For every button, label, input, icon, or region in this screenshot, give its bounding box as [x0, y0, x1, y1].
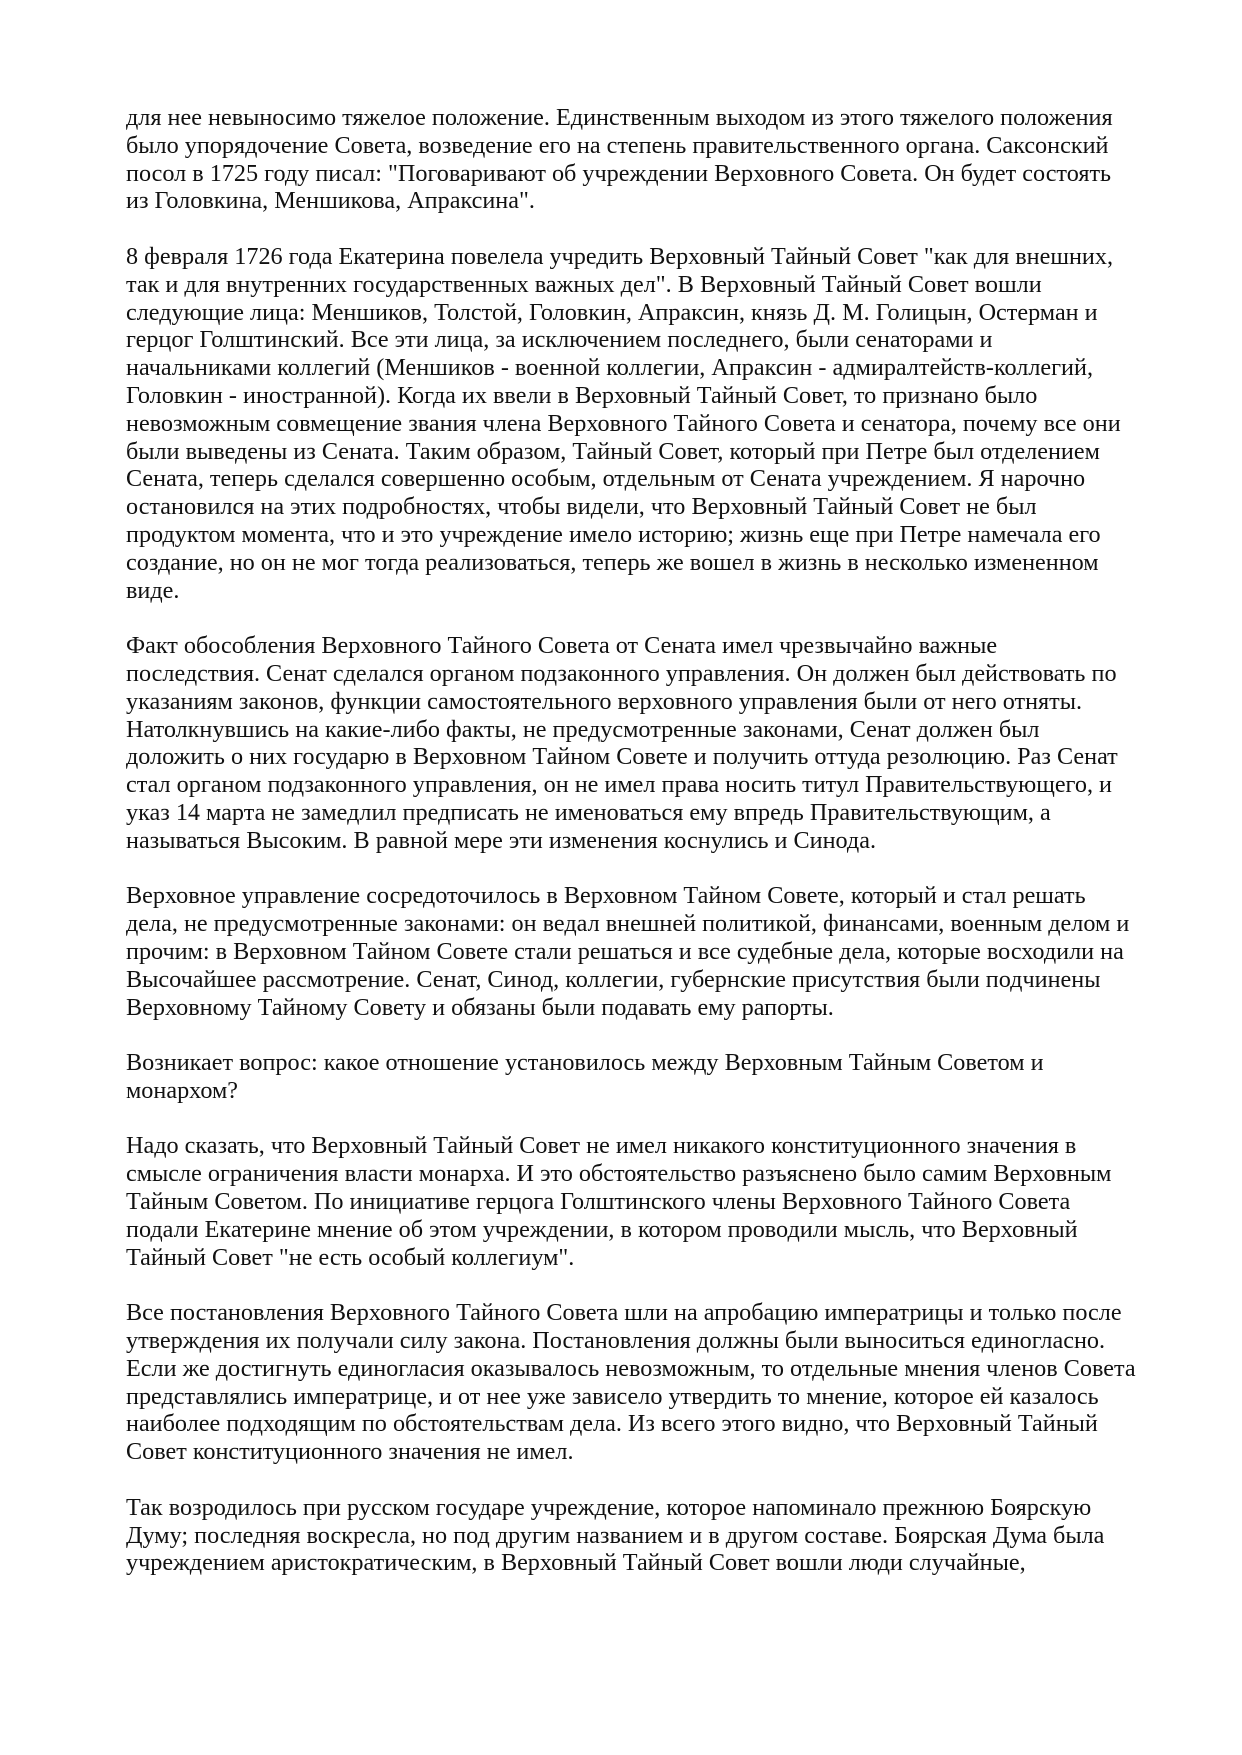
document-body — [126, 104, 1136, 1577]
paragraph-6: Надо сказать, что Верховный Тайный Совет не имел никакого конституционного значения в смысле ограничения власти монарха. И это обстоятельство разъяснено было самим Верховным Тайным Советом. По инициативе герцога Голштинского члены Верховного Тайного Совета подали Екатерине мнение об этом учреждении, в котором проводили мысль, что Верховный Тайный Совет "не есть особый коллегиум". — [126, 1132, 1112, 1271]
paragraph-5: Возникает вопрос: какое отношение установилось между Верховным Тайным Советом и монархом? — [126, 1049, 1044, 1104]
paragraph-4: Верховное управление сосредоточилось в Верховном Тайном Совете, который и стал решать дела, не предусмотренные законами: он ведал внешней политикой, финансами, военным делом и прочим: в Верховном Тайном Совете стали решаться и все судебные дела, которые восходили на Высочайшее рассмотрение. Сенат, Синод, коллегии, губернские присутствия были подчинены Верховному Тайному Совету и обязаны были подавать ему рапорты. — [126, 882, 1130, 1021]
paragraph-1: для нее невыносимо тяжелое положение. Единственным выходом из этого тяжелого положения было упорядочение Совета, возведение его на степень правительственного органа. Саксонский посол в 1725 году писал: "Поговаривают об учреждении Верховного Совета. Он будет состоять из Головкина, Меншикова, Апраксина". — [126, 104, 1113, 215]
paragraph-8: Так возродилось при русском государе учреждение, которое напоминало прежнюю Боярскую Думу; последняя воскресла, но под другим названием и в другом составе. Боярская Дума была учреждением аристократическим, в Верховный Тайный Совет вошли люди случайные, — [126, 1493, 1105, 1577]
paragraph-2: 8 февраля 1726 года Екатерина повелела учредить Верховный Тайный Совет "как для внешних, так и для внутренних государственных важных дел". В Верховный Тайный Совет вошли следующие лица: Меншиков, Толстой, Головкин, Апраксин, князь Д. М. Голицын, Остерман и герцог Голштинский. Все эти лица, за исключением последнего, были сенаторами и начальниками коллегий (Меншиков - военной коллегии, Апраксин - адмиралтейств-коллегий, Головкин - иностранной). Когда их ввели в Верховный Тайный Совет, то признано было невозможным совмещение звания члена Верховного Тайного Совета и сенатора, почему все они были выведены из Сената. Таким образом, Тайный Совет, который при Петре был отделением Сената, теперь сделался совершенно особым, отдельным от Сената учреждением. Я нарочно остановился на этих подробностях, чтобы видели, что Верховный Тайный Совет не был продуктом момента, что и это учреждение имело историю; жизнь еще при Петре намечала его создание, но он не мог тогда реализоваться, теперь же вошел в жизнь в несколько измененном виде. — [126, 242, 1121, 604]
paragraph-3: Факт обособления Верховного Тайного Совета от Сената имел чрезвычайно важные последствия. Сенат сделался органом подзаконного управления. Он должен был действовать по указаниям законов, функции самостоятельного верховного управления были от него отняты. Натолкнувшись на какие-либо факты, не предусмотренные законами, Сенат должен был доложить о них государю в Верховном Тайном Совете и получить оттуда резолюцию. Раз Сенат стал органом подзаконного управления, он не имел права носить титул Правительствующего, и указ 14 марта не замедлил предписать не именоваться ему впредь Правительствующим, а называться Высоким. В равной мере эти изменения коснулись и Синода. — [126, 632, 1118, 854]
paragraph-7: Все постановления Верховного Тайного Совета шли на апробацию императрицы и только после утверждения их получали силу закона. Постановления должны были выноситься единогласно. Если же достигнуть единогласия оказывалось невозможным, то отдельные мнения членов Совета представлялись императрице, и от нее уже зависело утвердить то мнение, которое ей казалось наиболее подходящим по обстоятельствам дела. Из всего этого видно, что Верховный Тайный Совет конституционного значения не имел. — [126, 1299, 1136, 1466]
